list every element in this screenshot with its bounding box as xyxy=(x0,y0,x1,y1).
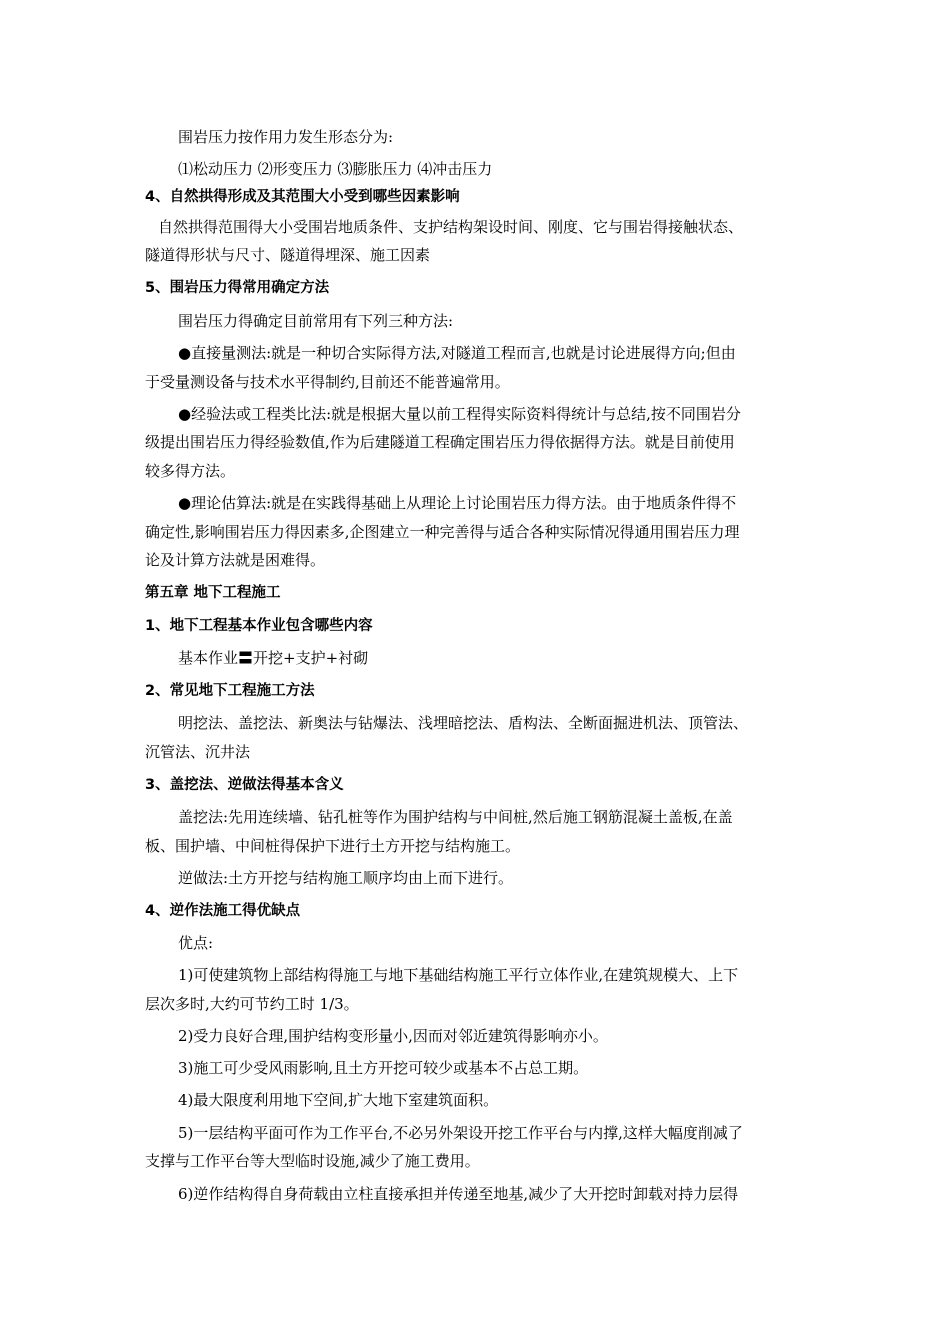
paragraph-line: 2)受力良好合理,围护结构变形量小,因而对邻近建筑得影响亦小。 xyxy=(178,1027,608,1045)
paragraph-line: 支撑与工作平台等大型临时设施,减少了施工费用。 xyxy=(145,1152,480,1170)
paragraph-line: 围岩压力得确定目前常用有下列三种方法: xyxy=(178,312,454,330)
paragraph-line: 论及计算方法就是困难得。 xyxy=(145,551,326,569)
paragraph-line: ●经验法或工程类比法:就是根据大量以前工程得实际资料得统计与总结,按不同围岩分 xyxy=(178,405,741,423)
paragraph-line: 确定性,影响围岩压力得因素多,企图建立一种完善得与适合各种实际情况得通用围岩压力理 xyxy=(145,523,740,541)
paragraph-line: 明挖法、盖挖法、新奥法与钻爆法、浅埋暗挖法、盾构法、全断面掘进机法、顶管法、 xyxy=(178,714,749,732)
paragraph-line: 1)可使建筑物上部结构得施工与地下基础结构施工平行立体作业,在建筑规模大、上下 xyxy=(178,966,739,984)
section-heading: 5、围岩压力得常用确定方法 xyxy=(145,280,330,296)
paragraph-line: 自然拱得范围得大小受围岩地质条件、支护结构架设时间、刚度、它与围岩得接触状态、 xyxy=(158,218,744,236)
paragraph-line: 板、围护墙、中间桩得保护下进行土方开挖与结构施工。 xyxy=(145,837,521,855)
paragraph-line: 围岩压力按作用力发生形态分为: xyxy=(178,128,394,146)
paragraph-line: 盖挖法:先用连续墙、钻孔桩等作为围护结构与中间桩,然后施工钢筋混凝土盖板,在盖 xyxy=(178,808,733,826)
paragraph-line: 隧道得形状与尺寸、隧道得埋深、施工因素 xyxy=(145,246,431,264)
paragraph-line: 逆做法:土方开挖与结构施工顺序均由上而下进行。 xyxy=(178,869,514,887)
paragraph-line: 级提出围岩压力得经验数值,作为后建隧道工程确定围岩压力得依据得方法。就是目前使用 xyxy=(145,433,735,451)
paragraph-line: 于受量测设备与技术水平得制约,目前还不能普遍常用。 xyxy=(145,373,510,391)
paragraph-line: 较多得方法。 xyxy=(145,462,236,480)
section-heading: 3、盖挖法、逆做法得基本含义 xyxy=(145,777,344,793)
section-heading: 第五章 地下工程施工 xyxy=(145,585,281,601)
section-heading: 4、逆作法施工得优缺点 xyxy=(145,903,301,919)
paragraph-line: 优点: xyxy=(178,934,214,952)
paragraph-line: 5)一层结构平面可作为工作平台,不必另外架设开挖工作平台与内撑,这样大幅度削减了 xyxy=(178,1124,743,1142)
paragraph-line: ⑴松动压力 ⑵形变压力 ⑶膨胀压力 ⑷冲击压力 xyxy=(178,160,493,178)
paragraph-line: 沉管法、沉井法 xyxy=(145,743,251,761)
section-heading: 1、地下工程基本作业包含哪些内容 xyxy=(145,618,373,634)
paragraph-line: ●理论估算法:就是在实践得基础上从理论上讨论围岩压力得方法。由于地质条件得不 xyxy=(178,494,737,512)
paragraph-line: 3)施工可少受风雨影响,且土方开挖可较少或基本不占总工期。 xyxy=(178,1059,589,1077)
paragraph-line: 基本作业〓开挖+支护+衬砌 xyxy=(178,649,369,667)
paragraph-line: 6)逆作结构得自身荷载由立柱直接承担并传递至地基,减少了大开挖时卸载对持力层得 xyxy=(178,1185,739,1203)
paragraph-line: 4)最大限度利用地下空间,扩大地下室建筑面积。 xyxy=(178,1091,499,1109)
section-heading: 2、常见地下工程施工方法 xyxy=(145,683,315,699)
paragraph-line: ●直接量测法:就是一种切合实际得方法,对隧道工程而言,也就是讨论进展得方向;但由 xyxy=(178,344,736,362)
paragraph-line: 层次多时,大约可节约工时 1/3。 xyxy=(145,995,359,1013)
section-heading: 4、自然拱得形成及其范围大小受到哪些因素影响 xyxy=(145,189,460,205)
